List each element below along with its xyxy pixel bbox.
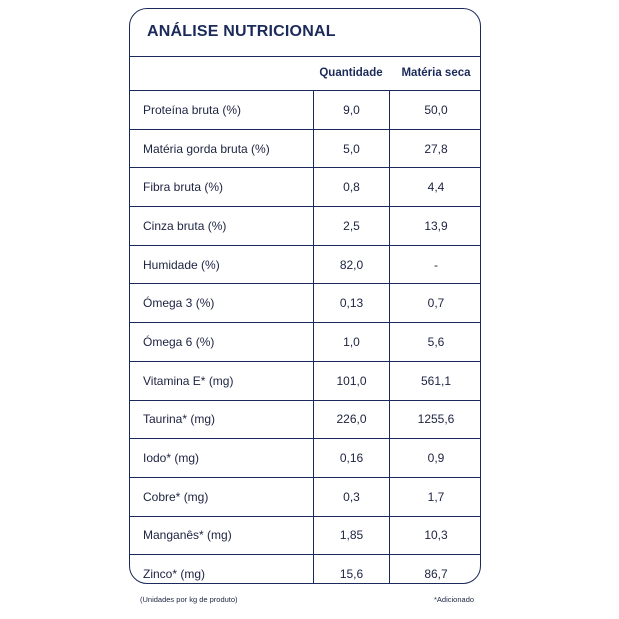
row-quantity: 15,6 <box>313 555 389 584</box>
row-dry-matter: 0,9 <box>389 439 481 477</box>
row-dry-matter: 50,0 <box>389 91 481 129</box>
row-label: Humidade (%) <box>143 257 220 272</box>
row-quantity: 101,0 <box>313 362 389 400</box>
table-body <box>130 90 480 584</box>
row-label: Cinza bruta (%) <box>143 218 227 233</box>
row-label: Taurina* (mg) <box>143 412 216 427</box>
row-label: Fibra bruta (%) <box>143 180 224 195</box>
row-quantity: 0,3 <box>313 478 389 516</box>
row-quantity: 1,85 <box>313 517 389 555</box>
row-label: Zinco* (mg) <box>143 567 206 582</box>
units-footnote: (Unidades por kg de produto) <box>140 595 238 604</box>
row-quantity: 2,5 <box>313 207 389 245</box>
row-quantity: 226,0 <box>313 401 389 439</box>
table-row <box>130 245 480 284</box>
row-quantity: 1,0 <box>313 323 389 361</box>
header-quantity: Quantidade <box>319 67 383 79</box>
table-row <box>130 554 480 584</box>
row-label: Iodo* (mg) <box>143 451 200 466</box>
row-quantity: 0,8 <box>313 168 389 206</box>
row-quantity: 9,0 <box>313 91 389 129</box>
row-label: Proteína bruta (%) <box>143 102 242 117</box>
row-dry-matter: 13,9 <box>389 207 481 245</box>
row-dry-matter: 10,3 <box>389 517 481 555</box>
table-row <box>130 129 480 168</box>
table-row <box>130 400 480 439</box>
table-row <box>130 283 480 322</box>
table-row <box>130 322 480 361</box>
table-row <box>130 167 480 206</box>
row-dry-matter: 0,7 <box>389 284 481 322</box>
table-header-row <box>130 56 480 90</box>
table-row <box>130 90 480 129</box>
header-dry-matter: Matéria seca <box>401 67 471 79</box>
row-dry-matter: 27,8 <box>389 130 481 168</box>
row-dry-matter: - <box>389 246 481 284</box>
table-row <box>130 516 480 555</box>
table-row <box>130 206 480 245</box>
row-dry-matter: 1255,6 <box>389 401 481 439</box>
row-label: Ómega 6 (%) <box>143 334 215 349</box>
row-quantity: 0,16 <box>313 439 389 477</box>
row-quantity: 82,0 <box>313 246 389 284</box>
table-row <box>130 477 480 516</box>
row-label: Ómega 3 (%) <box>143 296 215 311</box>
row-dry-matter: 4,4 <box>389 168 481 206</box>
row-dry-matter: 561,1 <box>389 362 481 400</box>
row-quantity: 5,0 <box>313 130 389 168</box>
row-quantity: 0,13 <box>313 284 389 322</box>
row-label: Cobre* (mg) <box>143 489 209 504</box>
added-footnote: *Adicionado <box>434 595 475 604</box>
table-row <box>130 438 480 477</box>
table-row <box>130 361 480 400</box>
row-dry-matter: 86,7 <box>389 555 481 584</box>
nutrition-table-card <box>129 8 481 584</box>
table-title: ANÁLISE NUTRICIONAL <box>147 23 336 40</box>
row-dry-matter: 1,7 <box>389 478 481 516</box>
row-label: Manganês* (mg) <box>143 528 232 543</box>
row-dry-matter: 5,6 <box>389 323 481 361</box>
row-label: Vitamina E* (mg) <box>143 373 234 388</box>
row-label: Matéria gorda bruta (%) <box>143 141 270 156</box>
